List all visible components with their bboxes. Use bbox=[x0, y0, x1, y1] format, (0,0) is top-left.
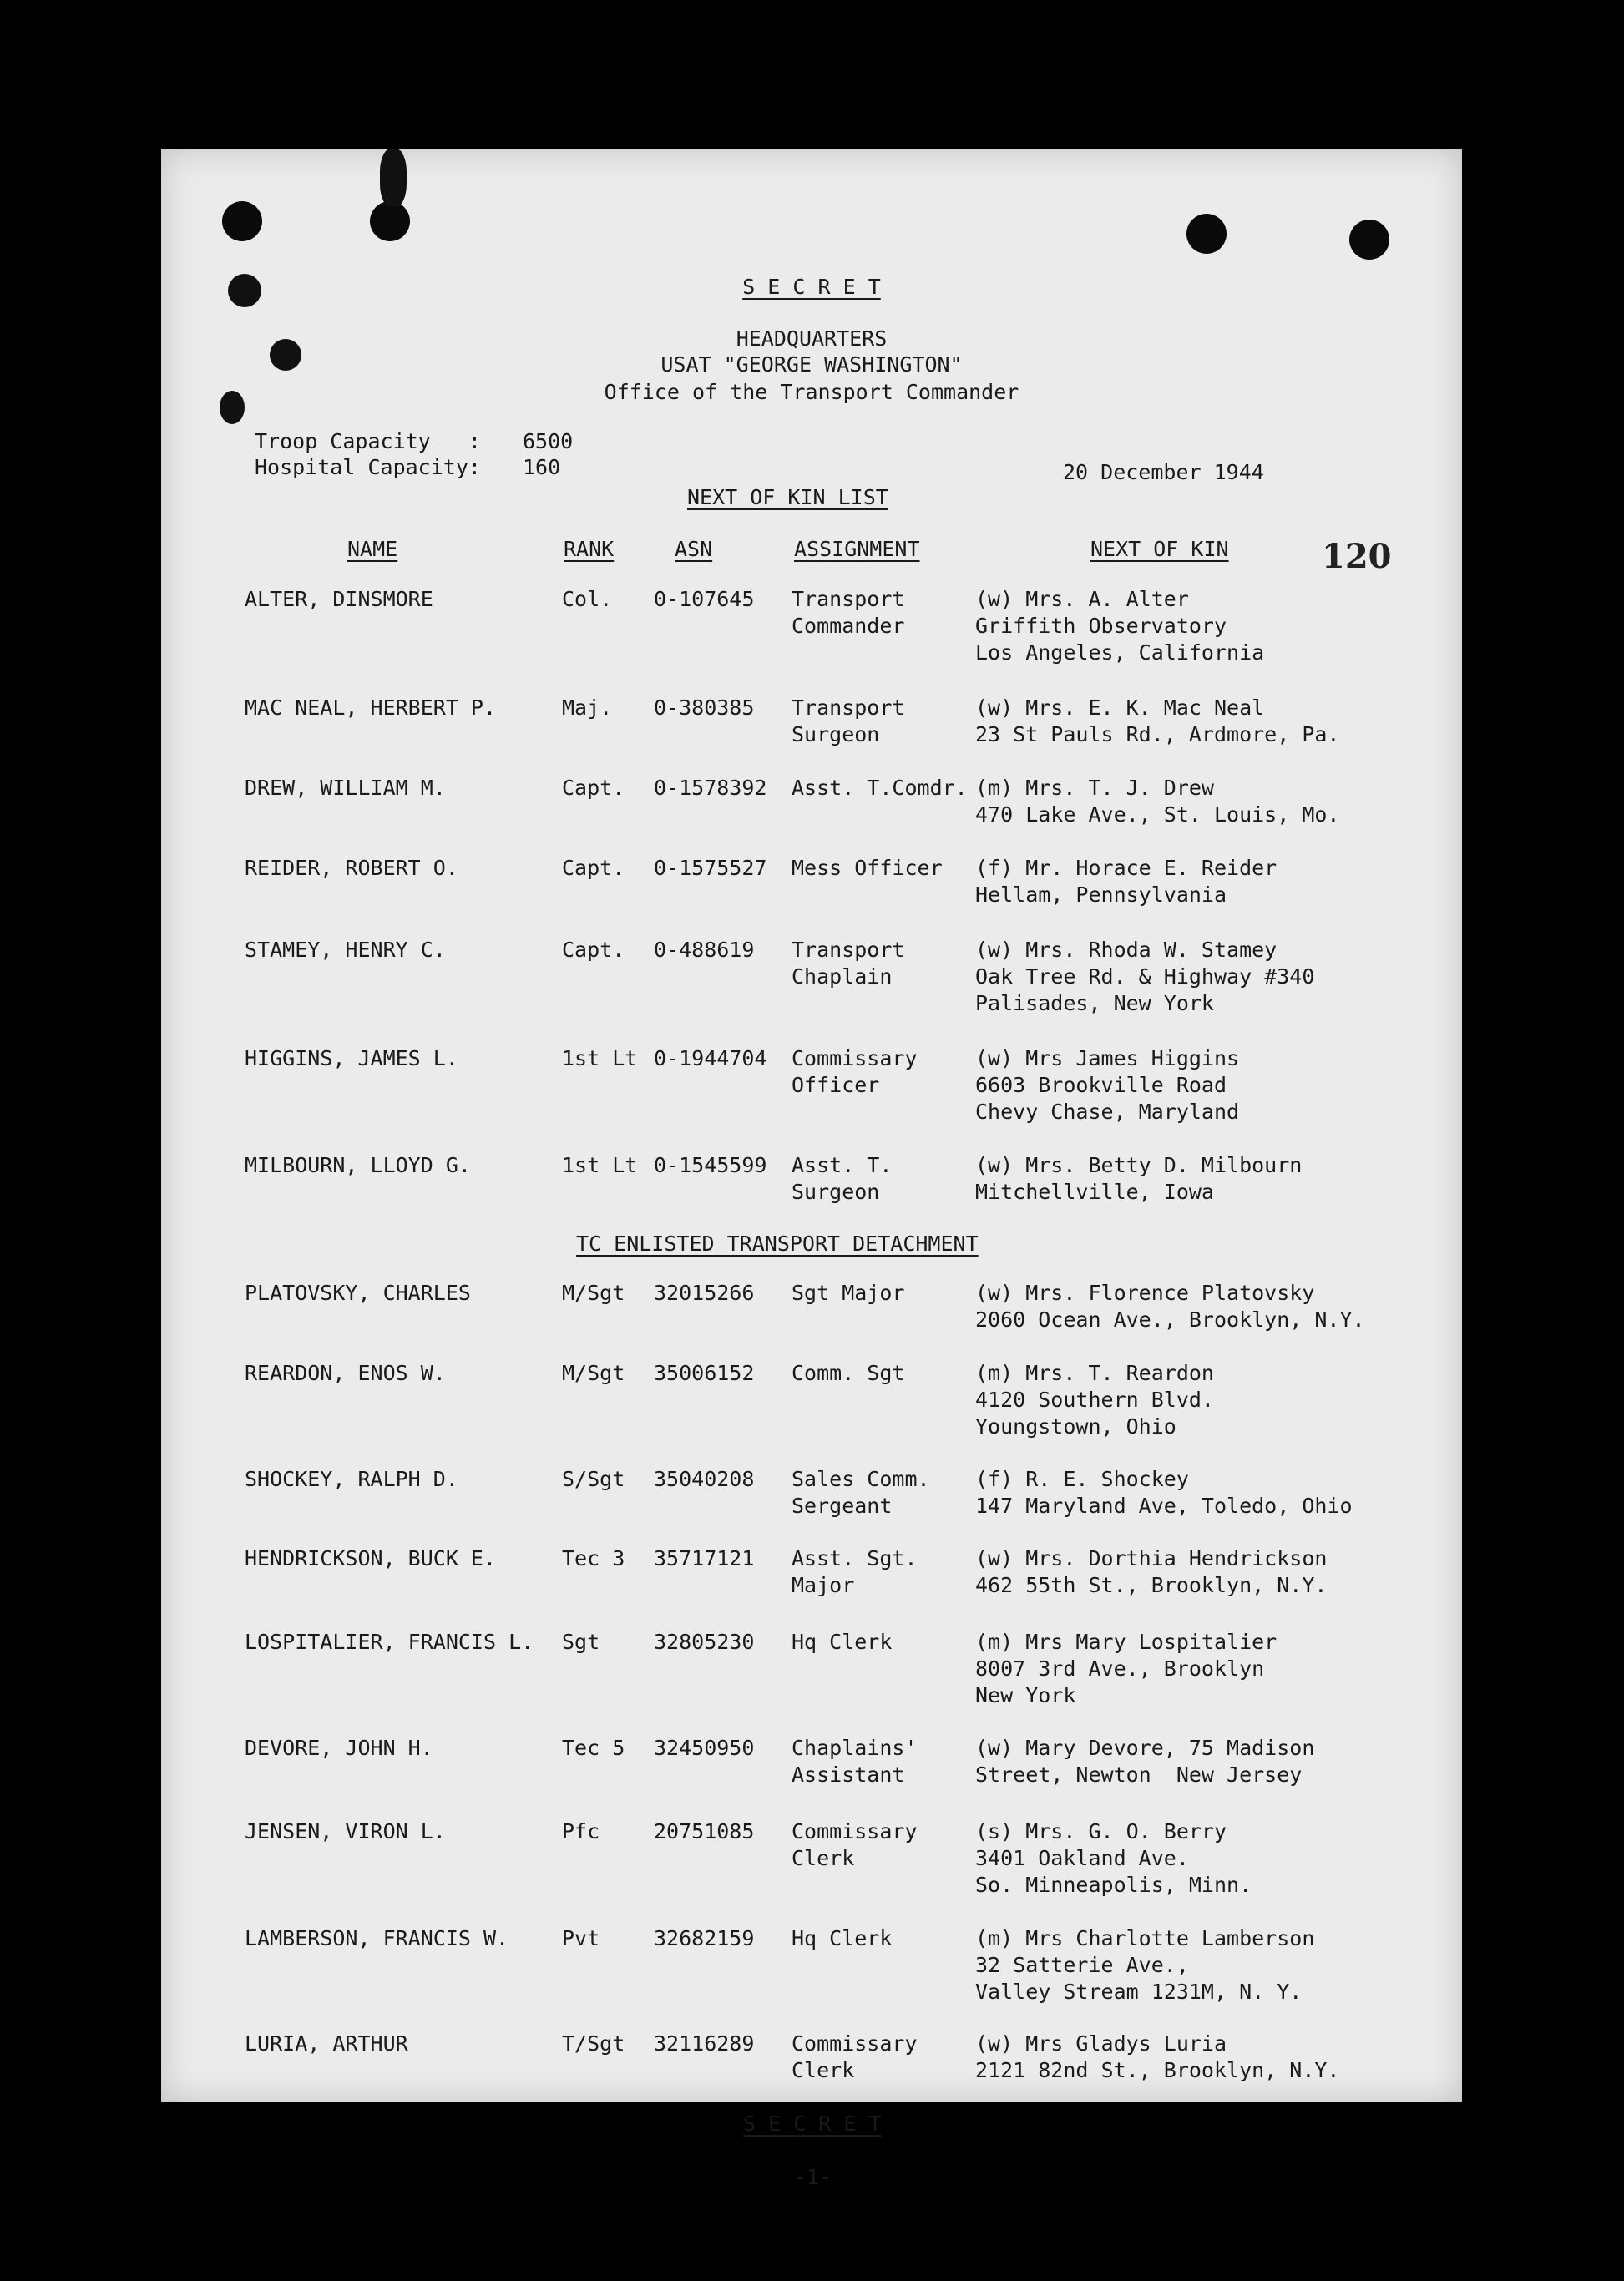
page-stamp: 120 bbox=[1322, 537, 1392, 576]
list-title: NEXT OF KIN LIST bbox=[687, 485, 888, 509]
roster-assignment bbox=[792, 1360, 904, 1387]
roster-next-of-kin bbox=[975, 1735, 1314, 1788]
roster-next-of-kin-line: (w) Mrs Gladys Luria bbox=[975, 2031, 1227, 2056]
roster-row bbox=[161, 1045, 1462, 1137]
punch-hole bbox=[222, 201, 262, 241]
roster-asn: 0-1578392 bbox=[654, 776, 767, 800]
roster-next-of-kin bbox=[975, 695, 1340, 748]
roster-next-of-kin-line: 3401 Oakland Ave. bbox=[975, 1846, 1189, 1870]
roster-next-of-kin-line: 462 55th St., Brooklyn, N.Y. bbox=[975, 1573, 1328, 1597]
roster-next-of-kin-line: (f) Mr. Horace E. Reider bbox=[975, 856, 1277, 880]
roster-assignment bbox=[792, 586, 904, 640]
roster-next-of-kin-line: So. Minneapolis, Minn. bbox=[975, 1873, 1252, 1897]
roster-next-of-kin-line: 8007 3rd Ave., Brooklyn bbox=[975, 1656, 1265, 1681]
roster-rank: M/Sgt bbox=[562, 1281, 625, 1305]
roster-assignment-line: Hq Clerk bbox=[792, 1630, 893, 1654]
roster-rank: Capt. bbox=[562, 776, 625, 800]
roster-assignment-line: Mess Officer bbox=[792, 856, 943, 880]
roster-name: REIDER, ROBERT O. bbox=[245, 856, 458, 880]
roster-assignment bbox=[792, 1818, 918, 1872]
classification-bottom: S E C R E T bbox=[743, 2112, 882, 2136]
roster-next-of-kin-line: New York bbox=[975, 1683, 1076, 1707]
roster-assignment-line: Commissary bbox=[792, 2031, 918, 2056]
roster-name: REARDON, ENOS W. bbox=[245, 1361, 446, 1385]
roster-assignment-line: Transport bbox=[792, 587, 905, 611]
roster-assignment-line: Asst. Sgt. bbox=[792, 1546, 918, 1570]
roster-asn: 35006152 bbox=[654, 1361, 755, 1385]
roster-row bbox=[161, 586, 1462, 678]
roster-rank: T/Sgt bbox=[562, 2031, 625, 2056]
roster-assignment-line: Hq Clerk bbox=[792, 1926, 893, 1950]
roster-assignment-line: Transport bbox=[792, 695, 905, 720]
document-page bbox=[161, 149, 1462, 2189]
roster-name: MILBOURN, LLOYD G. bbox=[245, 1153, 471, 1177]
roster-row bbox=[161, 775, 1462, 867]
roster-name: LAMBERSON, FRANCIS W. bbox=[245, 1926, 509, 1950]
roster-assignment-line: Assistant bbox=[792, 1763, 905, 1787]
roster-assignment-line: Asst. T. bbox=[792, 1153, 893, 1177]
roster-rank: Tec 5 bbox=[562, 1736, 625, 1760]
ship-line: USAT "GEORGE WASHINGTON" bbox=[660, 352, 963, 377]
roster-assignment-line: Major bbox=[792, 1573, 855, 1597]
roster-asn: 0-107645 bbox=[654, 587, 755, 611]
roster-next-of-kin-line: (m) Mrs. T. J. Drew bbox=[975, 776, 1214, 800]
roster-next-of-kin bbox=[975, 586, 1264, 666]
roster-next-of-kin bbox=[975, 1545, 1327, 1599]
document-date: 20 December 1944 bbox=[1063, 460, 1264, 484]
page-number: -1- bbox=[794, 2165, 832, 2189]
roster-name: DEVORE, JOHN H. bbox=[245, 1736, 433, 1760]
roster-row bbox=[161, 1466, 1462, 1558]
roster-assignment-line: Commissary bbox=[792, 1046, 918, 1070]
office-line: Office of the Transport Commander bbox=[604, 380, 1019, 404]
roster-row bbox=[161, 1629, 1462, 1721]
troop-capacity-label: Troop Capacity : bbox=[255, 429, 481, 453]
roster-assignment-line: Surgeon bbox=[792, 1180, 880, 1204]
roster-next-of-kin bbox=[975, 1045, 1239, 1125]
roster-assignment bbox=[792, 1466, 930, 1520]
roster-rank: Tec 3 bbox=[562, 1546, 625, 1570]
roster-assignment-line: Transport bbox=[792, 938, 905, 962]
roster-asn: 35717121 bbox=[654, 1546, 755, 1570]
roster-next-of-kin bbox=[975, 1629, 1277, 1709]
roster-assignment bbox=[792, 1545, 918, 1599]
roster-asn: 0-488619 bbox=[654, 938, 755, 962]
roster-assignment-line: Commissary bbox=[792, 1819, 918, 1844]
roster-asn: 32116289 bbox=[654, 2031, 755, 2056]
roster-name: MAC NEAL, HERBERT P. bbox=[245, 695, 497, 720]
roster-next-of-kin-line: 2060 Ocean Ave., Brooklyn, N.Y. bbox=[975, 1307, 1365, 1332]
roster-next-of-kin-line: (w) Mrs. Dorthia Hendrickson bbox=[975, 1546, 1328, 1570]
roster-next-of-kin bbox=[975, 2031, 1340, 2084]
roster-next-of-kin bbox=[975, 1466, 1353, 1520]
roster-rank: Capt. bbox=[562, 938, 625, 962]
roster-next-of-kin-line: (w) Mrs. A. Alter bbox=[975, 587, 1189, 611]
roster-row bbox=[161, 695, 1462, 786]
section-title: TC ENLISTED TRANSPORT DETACHMENT bbox=[576, 1232, 979, 1256]
roster-next-of-kin-line: Youngstown, Ohio bbox=[975, 1414, 1176, 1439]
roster-assignment-line: Surgeon bbox=[792, 722, 880, 746]
roster-asn: 0-380385 bbox=[654, 695, 755, 720]
roster-assignment-line: Sergeant bbox=[792, 1494, 893, 1518]
roster-rank: 1st Lt bbox=[562, 1046, 638, 1070]
roster-next-of-kin-line: 4120 Southern Blvd. bbox=[975, 1388, 1214, 1412]
roster-name: PLATOVSKY, CHARLES bbox=[245, 1281, 471, 1305]
roster-rank: S/Sgt bbox=[562, 1467, 625, 1491]
roster-asn: 32450950 bbox=[654, 1736, 755, 1760]
roster-assignment bbox=[792, 1045, 918, 1099]
troop-capacity-value: 6500 bbox=[523, 429, 574, 453]
roster-next-of-kin-line: (m) Mrs Charlotte Lamberson bbox=[975, 1926, 1315, 1950]
roster-next-of-kin-line: Griffith Observatory bbox=[975, 614, 1227, 638]
roster-next-of-kin bbox=[975, 1152, 1302, 1206]
roster-next-of-kin bbox=[975, 1360, 1214, 1440]
punch-hole bbox=[1349, 220, 1389, 260]
roster-assignment-line: Chaplain bbox=[792, 964, 893, 989]
roster-next-of-kin-line: 32 Satterie Ave., bbox=[975, 1953, 1189, 1977]
roster-assignment bbox=[792, 1629, 892, 1656]
roster-next-of-kin-line: Street, Newton New Jersey bbox=[975, 1763, 1303, 1787]
roster-rank: Capt. bbox=[562, 856, 625, 880]
roster-next-of-kin-line: (m) Mrs. T. Reardon bbox=[975, 1361, 1214, 1385]
hospital-capacity-label: Hospital Capacity: bbox=[255, 455, 481, 479]
roster-row bbox=[161, 1360, 1462, 1452]
roster-next-of-kin bbox=[975, 1925, 1314, 2005]
roster-next-of-kin-line: (f) R. E. Shockey bbox=[975, 1467, 1189, 1491]
roster-row bbox=[161, 1818, 1462, 1910]
roster-assignment-line: Asst. T.Comdr. bbox=[792, 776, 968, 800]
roster-assignment bbox=[792, 937, 904, 990]
roster-name: HENDRICKSON, BUCK E. bbox=[245, 1546, 497, 1570]
roster-next-of-kin-line: (w) Mrs. Florence Platovsky bbox=[975, 1281, 1315, 1305]
punch-hole bbox=[370, 201, 410, 241]
roster-assignment-line: Comm. Sgt bbox=[792, 1361, 905, 1385]
roster-name: HIGGINS, JAMES L. bbox=[245, 1046, 458, 1070]
roster-name: DREW, WILLIAM M. bbox=[245, 776, 446, 800]
roster-row bbox=[161, 1925, 1462, 2017]
hq-line: HEADQUARTERS bbox=[736, 326, 888, 351]
roster-next-of-kin-line: Mitchellville, Iowa bbox=[975, 1180, 1214, 1204]
roster-row bbox=[161, 937, 1462, 1029]
roster-asn: 35040208 bbox=[654, 1467, 755, 1491]
roster-next-of-kin-line: 6603 Brookville Road bbox=[975, 1073, 1227, 1097]
roster-name: LOSPITALIER, FRANCIS L. bbox=[245, 1630, 534, 1654]
roster-next-of-kin-line: Palisades, New York bbox=[975, 991, 1214, 1015]
roster-asn: 0-1545599 bbox=[654, 1153, 767, 1177]
roster-assignment-line: Commander bbox=[792, 614, 905, 638]
roster-rank: Pfc bbox=[562, 1819, 600, 1844]
roster-assignment-line: Clerk bbox=[792, 1846, 855, 1870]
roster-next-of-kin-line: 470 Lake Ave., St. Louis, Mo. bbox=[975, 802, 1340, 827]
roster-next-of-kin-line: (m) Mrs Mary Lospitalier bbox=[975, 1630, 1277, 1654]
punch-hole bbox=[1186, 214, 1227, 254]
roster-assignment-line: Chaplains' bbox=[792, 1736, 918, 1760]
roster-assignment bbox=[792, 695, 904, 748]
roster-next-of-kin-line: 147 Maryland Ave, Toledo, Ohio bbox=[975, 1494, 1353, 1518]
roster-assignment bbox=[792, 1152, 892, 1206]
roster-asn: 0-1944704 bbox=[654, 1046, 767, 1070]
roster-next-of-kin-line: Hellam, Pennsylvania bbox=[975, 883, 1227, 907]
roster-assignment bbox=[792, 1280, 904, 1307]
roster-next-of-kin-line: (w) Mrs. Rhoda W. Stamey bbox=[975, 938, 1277, 962]
roster-row bbox=[161, 1735, 1462, 1827]
roster-row bbox=[161, 1545, 1462, 1637]
roster-next-of-kin-line: (w) Mary Devore, 75 Madison bbox=[975, 1736, 1315, 1760]
roster-rank: Col. bbox=[562, 587, 613, 611]
roster-row bbox=[161, 855, 1462, 947]
roster-name: STAMEY, HENRY C. bbox=[245, 938, 446, 962]
roster-next-of-kin bbox=[975, 855, 1277, 908]
hospital-capacity-value: 160 bbox=[523, 455, 561, 479]
roster-next-of-kin bbox=[975, 775, 1340, 828]
roster-name: JENSEN, VIRON L. bbox=[245, 1819, 446, 1844]
roster-asn: 32682159 bbox=[654, 1926, 755, 1950]
col-header-next-of-kin: NEXT OF KIN bbox=[1090, 537, 1229, 561]
roster-next-of-kin-line: Los Angeles, California bbox=[975, 640, 1265, 665]
roster-next-of-kin bbox=[975, 1280, 1365, 1333]
roster-rank: M/Sgt bbox=[562, 1361, 625, 1385]
roster-rank: Pvt bbox=[562, 1926, 600, 1950]
roster-rank: Sgt bbox=[562, 1630, 600, 1654]
roster-assignment bbox=[792, 1925, 892, 1952]
roster-next-of-kin-line: Valley Stream 1231M, N. Y. bbox=[975, 1980, 1303, 2004]
col-header-rank: RANK bbox=[564, 537, 615, 561]
roster-asn: 32805230 bbox=[654, 1630, 755, 1654]
roster-assignment bbox=[792, 775, 968, 802]
roster-next-of-kin-line: Oak Tree Rd. & Highway #340 bbox=[975, 964, 1315, 989]
roster-asn: 0-1575527 bbox=[654, 856, 767, 880]
roster-next-of-kin-line: (w) Mrs. E. K. Mac Neal bbox=[975, 695, 1265, 720]
roster-assignment-line: Sales Comm. bbox=[792, 1467, 930, 1491]
roster-name: ALTER, DINSMORE bbox=[245, 587, 433, 611]
roster-row bbox=[161, 2031, 1462, 2122]
roster-next-of-kin-line: Chevy Chase, Maryland bbox=[975, 1100, 1240, 1124]
roster-name: LURIA, ARTHUR bbox=[245, 2031, 408, 2056]
roster-name: SHOCKEY, RALPH D. bbox=[245, 1467, 458, 1491]
roster-next-of-kin-line: (w) Mrs James Higgins bbox=[975, 1046, 1240, 1070]
col-header-assignment: ASSIGNMENT bbox=[794, 537, 920, 561]
roster-next-of-kin bbox=[975, 937, 1314, 1017]
roster-assignment bbox=[792, 855, 943, 882]
ink-spot bbox=[380, 149, 407, 207]
roster-asn: 20751085 bbox=[654, 1819, 755, 1844]
col-header-asn: ASN bbox=[675, 537, 713, 561]
roster-assignment-line: Clerk bbox=[792, 2058, 855, 2082]
roster-next-of-kin bbox=[975, 1818, 1252, 1899]
roster-rank: 1st Lt bbox=[562, 1153, 638, 1177]
roster-row bbox=[161, 1280, 1462, 1372]
roster-next-of-kin-line: 23 St Pauls Rd., Ardmore, Pa. bbox=[975, 722, 1340, 746]
roster-assignment bbox=[792, 1735, 918, 1788]
roster-next-of-kin-line: (s) Mrs. G. O. Berry bbox=[975, 1819, 1227, 1844]
roster-asn: 32015266 bbox=[654, 1281, 755, 1305]
roster-assignment-line: Sgt Major bbox=[792, 1281, 905, 1305]
roster-next-of-kin-line: (w) Mrs. Betty D. Milbourn bbox=[975, 1153, 1303, 1177]
roster-rank: Maj. bbox=[562, 695, 613, 720]
roster-assignment-line: Officer bbox=[792, 1073, 880, 1097]
classification-top: S E C R E T bbox=[742, 275, 881, 299]
roster-next-of-kin-line: 2121 82nd St., Brooklyn, N.Y. bbox=[975, 2058, 1340, 2082]
col-header-name: NAME bbox=[347, 537, 398, 561]
roster-assignment bbox=[792, 2031, 918, 2084]
